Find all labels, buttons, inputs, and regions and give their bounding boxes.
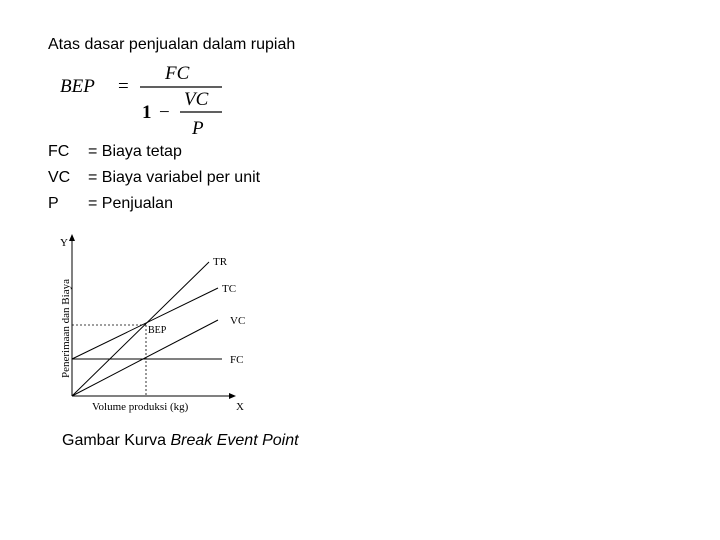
page-heading: Atas dasar penjualan dalam rupiah <box>48 36 296 53</box>
figure-caption <box>62 432 299 450</box>
y-axis-arrow <box>69 234 75 241</box>
formula-equals: = <box>118 76 129 97</box>
tr-line <box>72 262 209 396</box>
y-axis-letter: Y <box>60 237 68 249</box>
y-axis-label: Penerimaan dan Biaya <box>60 279 72 378</box>
tc-label: TC <box>222 283 237 295</box>
formula-lhs: BEP <box>60 76 95 97</box>
legend-key: P <box>48 195 59 212</box>
x-axis-letter: X <box>236 401 244 413</box>
fc-label: FC <box>230 354 244 366</box>
formula-minus: − <box>159 102 170 123</box>
bep-label: BEP <box>148 325 167 336</box>
legend-key: VC <box>48 169 71 186</box>
tr-label: TR <box>213 256 228 268</box>
variable-legend <box>48 139 260 217</box>
vc-label: VC <box>230 315 246 327</box>
caption-prefix: Gambar Kurva <box>62 432 171 449</box>
legend-text: = Penjualan <box>88 195 173 212</box>
legend-row-p <box>48 191 260 217</box>
formula-inner-numerator: VC <box>184 89 209 110</box>
legend-key: FC <box>48 143 70 160</box>
bep-formula <box>58 58 228 142</box>
vc-line <box>72 320 218 396</box>
bep-diagram <box>52 228 262 418</box>
x-axis-arrow <box>229 393 236 399</box>
legend-text: = Biaya tetap <box>88 143 182 160</box>
legend-row-vc <box>48 165 260 191</box>
legend-text: = Biaya variabel per unit <box>88 169 261 186</box>
formula-inner-denominator: P <box>192 118 204 139</box>
x-axis-label: Volume produksi (kg) <box>92 401 189 413</box>
formula-numerator: FC <box>165 63 190 84</box>
formula-one: 1 <box>142 102 152 123</box>
legend-row-fc <box>48 139 260 165</box>
caption-emphasis: Break Event Point <box>170 432 299 449</box>
tc-line <box>72 288 218 359</box>
